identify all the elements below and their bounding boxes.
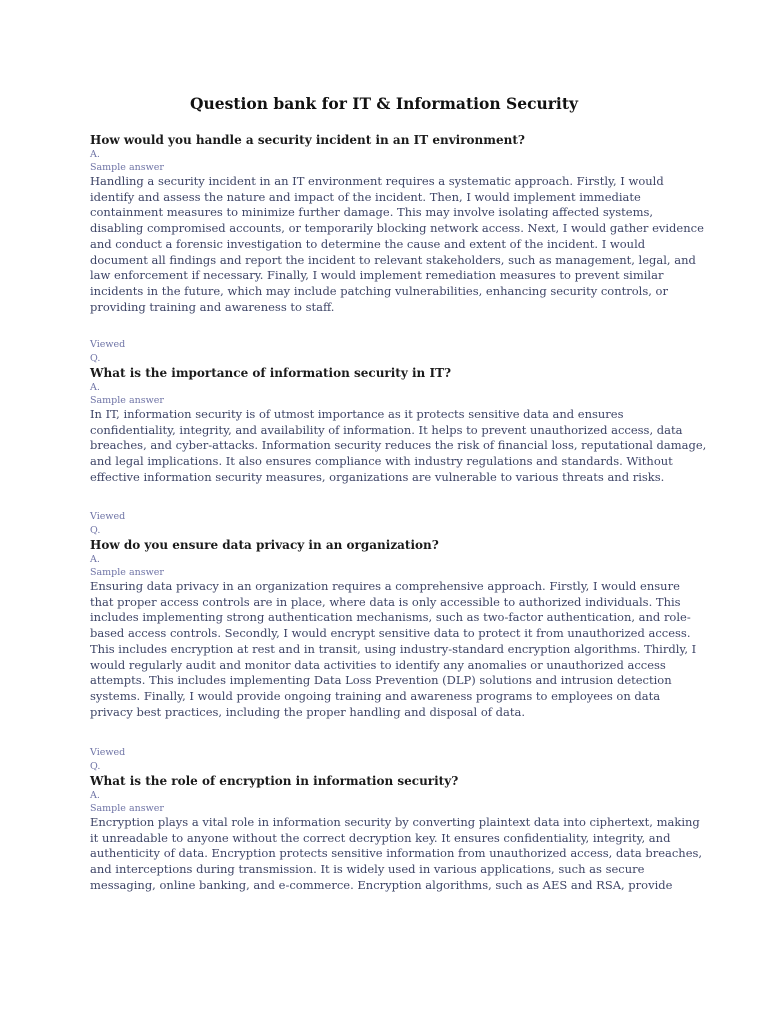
answer-line: systems. Finally, I would provide ongoing training and awareness programs to employees on data xyxy=(90,688,661,703)
viewed-label: Viewed xyxy=(90,339,126,350)
question-marker: Q. xyxy=(90,353,101,364)
answer-line: privacy best practices, including the proper handling and disposal of data. xyxy=(90,704,526,719)
answer-line: and legal implications. It also ensures compliance with industry regulations and standards. Without xyxy=(90,454,673,469)
answer-text xyxy=(90,815,703,894)
answer-line: Encryption plays a vital role in information security by converting plaintext data into ciphertext, making xyxy=(90,815,700,829)
answer-line: containment measures to minimize further damage. This may involve isolating affected systems, xyxy=(90,205,654,220)
viewed-label: Viewed xyxy=(90,747,126,758)
answer-line: This includes encryption at rest and in transit, using industry-standard encryption algorithms. Thirdly, I xyxy=(90,641,697,656)
qa-item-3 xyxy=(90,524,697,720)
answer-line: confidentiality, integrity, and availability of information. It helps to prevent unauthorized access, data xyxy=(90,422,683,437)
answer-line: document all findings and report the incident to relevant stakeholders, such as management, legal, and xyxy=(90,252,696,267)
question-marker: Q. xyxy=(90,525,101,536)
question-text: How would you handle a security incident in an IT environment? xyxy=(90,133,525,147)
answer-line: breaches, and cyber-attacks. Information security reduces the risk of financial loss, reputational damage, xyxy=(90,438,707,453)
answer-line: Handling a security incident in an IT environment requires a systematic approach. Firstly, I would xyxy=(90,174,664,188)
answer-text xyxy=(90,174,704,315)
answer-marker: A. xyxy=(90,149,100,160)
answer-line: providing training and awareness to staff. xyxy=(90,299,335,314)
page-title: Question bank for IT & Information Security xyxy=(189,94,578,113)
sample-answer-label: Sample answer xyxy=(90,567,164,578)
answer-line: identify and assess the nature and impact of the incident. Then, I would implement immediate xyxy=(90,189,641,204)
answer-line: and interceptions during transmission. It is widely used in various applications, such as secure xyxy=(90,862,645,877)
answer-line: based access controls. Secondly, I would encrypt sensitive data to protect it from unauthorized access. xyxy=(90,626,691,641)
question-text: How do you ensure data privacy in an organization? xyxy=(90,538,439,552)
qa-item-1 xyxy=(90,132,704,315)
question-marker: Q. xyxy=(90,761,101,772)
sample-answer-label: Sample answer xyxy=(90,395,164,406)
answer-marker: A. xyxy=(90,790,100,801)
sample-answer-label: Sample answer xyxy=(90,803,164,814)
answer-text xyxy=(90,407,707,486)
question-text: What is the role of encryption in information security? xyxy=(90,774,459,788)
answer-line: Ensuring data privacy in an organization requires a comprehensive approach. Firstly, I would ensure xyxy=(90,579,680,593)
question-text: What is the importance of information security in IT? xyxy=(90,366,452,380)
qa-item-2 xyxy=(90,352,707,486)
answer-line: attempts. This includes implementing Data Loss Prevention (DLP) solutions and intrusion detection xyxy=(90,673,672,688)
viewed-label: Viewed xyxy=(90,511,126,522)
answer-line: that proper access controls are in place, where data is only accessible to authorized individuals. This xyxy=(90,594,681,609)
answer-line: In IT, information security is of utmost importance as it protects sensitive data and ensures xyxy=(90,407,624,421)
answer-line: it unreadable to anyone without the correct decryption key. It ensures confidentiality, integrity, and xyxy=(90,830,671,845)
answer-text xyxy=(90,579,697,720)
answer-marker: A. xyxy=(90,382,100,393)
answer-line: incidents in the future, which may include patching vulnerabilities, enhancing security controls, or xyxy=(90,283,668,298)
answer-marker: A. xyxy=(90,554,100,565)
answer-line: law enforcement if necessary. Finally, I would implement remediation measures to prevent similar xyxy=(90,268,664,283)
qa-item-4 xyxy=(90,760,703,894)
answer-line: messaging, online banking, and e-commerce. Encryption algorithms, such as AES and RSA, provide xyxy=(90,877,673,892)
answer-line: effective information security measures, organizations are vulnerable to various threats and risks. xyxy=(90,469,665,484)
answer-line: authenticity of data. Encryption protects sensitive information from unauthorized access, data breaches, xyxy=(90,846,703,861)
answer-line: would regularly audit and monitor data activities to identify any anomalies or unauthorized access xyxy=(90,657,666,672)
sample-answer-label: Sample answer xyxy=(90,162,164,173)
answer-line: includes implementing strong authentication mechanisms, such as two-factor authentication, and role- xyxy=(90,610,691,625)
answer-line: and conduct a forensic investigation to determine the cause and extent of the incident. I would xyxy=(90,236,646,251)
answer-line: disabling compromised accounts, or temporarily blocking network access. Next, I would gather evidence xyxy=(90,221,704,236)
